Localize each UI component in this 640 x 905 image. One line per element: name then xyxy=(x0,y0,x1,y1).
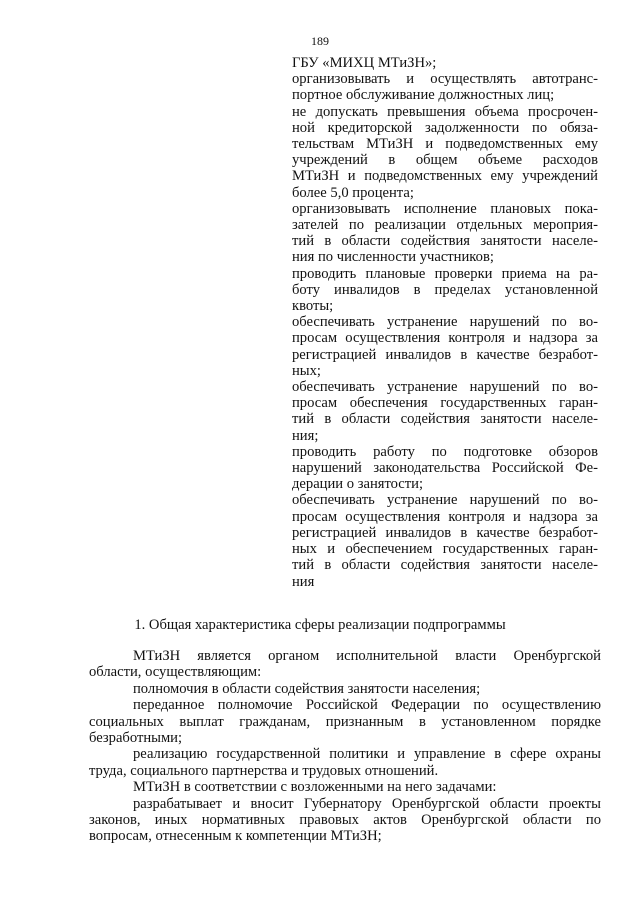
column-line: портное обслуживание должностных лиц; xyxy=(292,87,555,104)
column-line: организовывать и осуществлять автотранс- xyxy=(292,71,598,88)
column-line: проводить плановые проверки приема на ра- xyxy=(292,265,598,282)
column-line: просам обеспечения государственных гаран- xyxy=(292,395,598,412)
column-line: тельствам МТиЗН и подведомственных ему xyxy=(292,136,598,153)
column-line: тий в области содействия занятости населе- xyxy=(292,557,598,574)
body-line: разрабатывает и вносит Губернатору Оренбургской области проекты xyxy=(133,795,601,812)
column-line: ной кредиторской задолженности по обяза- xyxy=(292,119,598,136)
column-line: МТиЗН и подведомственных ему учреждений xyxy=(292,168,598,185)
column-line: учреждений в общем объеме расходов xyxy=(292,152,598,169)
column-line: дерации о занятости; xyxy=(292,476,424,493)
column-line: ния; xyxy=(292,427,319,444)
body-line: полномочия в области содействия занятости населения; xyxy=(133,680,481,697)
body-line: безработными; xyxy=(89,730,183,747)
column-line: тий в области содействия занятости населе- xyxy=(292,411,598,428)
column-line: ГБУ «МИХЦ МТиЗН»; xyxy=(292,55,437,71)
body-line: МТиЗН в соответствии с возложенными на него задачами: xyxy=(133,779,497,796)
body-line: труда, социального партнерства и трудовых отношений. xyxy=(89,762,439,779)
body-line: вопросам, отнесенным к компетенции МТиЗН; xyxy=(89,828,382,845)
column-line: тий в области содействия занятости населе- xyxy=(292,233,598,250)
column-line: проводить работу по подготовке обзоров xyxy=(292,443,598,460)
column-line: обеспечивать устранение нарушений по во- xyxy=(292,314,598,331)
column-line: квоты; xyxy=(292,298,334,315)
body-line: реализацию государственной политики и управление в сфере охраны xyxy=(133,746,601,763)
column-line: просам осуществления контроля и надзора за xyxy=(292,508,598,525)
column-line: ных и обеспечением государственных гаран- xyxy=(292,541,598,558)
column-line: регистрацией инвалидов в качестве безработ- xyxy=(292,524,598,541)
column-line: зателей по реализации отдельных мероприя- xyxy=(292,217,598,234)
column-line: более 5,0 процента; xyxy=(292,184,414,201)
column-line: регистрацией инвалидов в качестве безработ- xyxy=(292,346,598,363)
column-line: не допускать превышения объема просрочен- xyxy=(292,103,598,120)
column-line: обеспечивать устранение нарушений по во- xyxy=(292,492,598,509)
column-line: просам осуществления контроля и надзора за xyxy=(292,330,598,347)
column-line: нарушений законодательства Российской Фе- xyxy=(292,460,598,477)
body-line: области, осуществляющим: xyxy=(89,664,262,681)
column-line: ния по численности участников; xyxy=(292,249,494,266)
page-number: 189 xyxy=(311,34,329,48)
body-text xyxy=(89,648,601,845)
column-line: ния xyxy=(292,573,315,590)
section-heading: 1. Общая характеристика сферы реализации подпрограммы xyxy=(134,617,506,633)
body-line: переданное полномочие Российской Федерации по осуществлению xyxy=(133,697,601,714)
right-column-text xyxy=(292,55,598,590)
body-line: социальных выплат гражданам, признанным в установленном порядке xyxy=(89,713,601,730)
column-line: обеспечивать устранение нарушений по во- xyxy=(292,379,598,396)
body-line: МТиЗН является органом исполнительной власти Оренбургской xyxy=(133,648,601,664)
column-line: ных; xyxy=(292,362,321,379)
column-line: организовывать исполнение плановых пока- xyxy=(292,200,598,217)
body-line: законов, иных нормативных правовых актов Оренбургской области по xyxy=(89,812,601,829)
column-line: боту инвалидов в пределах установленной xyxy=(292,281,598,298)
